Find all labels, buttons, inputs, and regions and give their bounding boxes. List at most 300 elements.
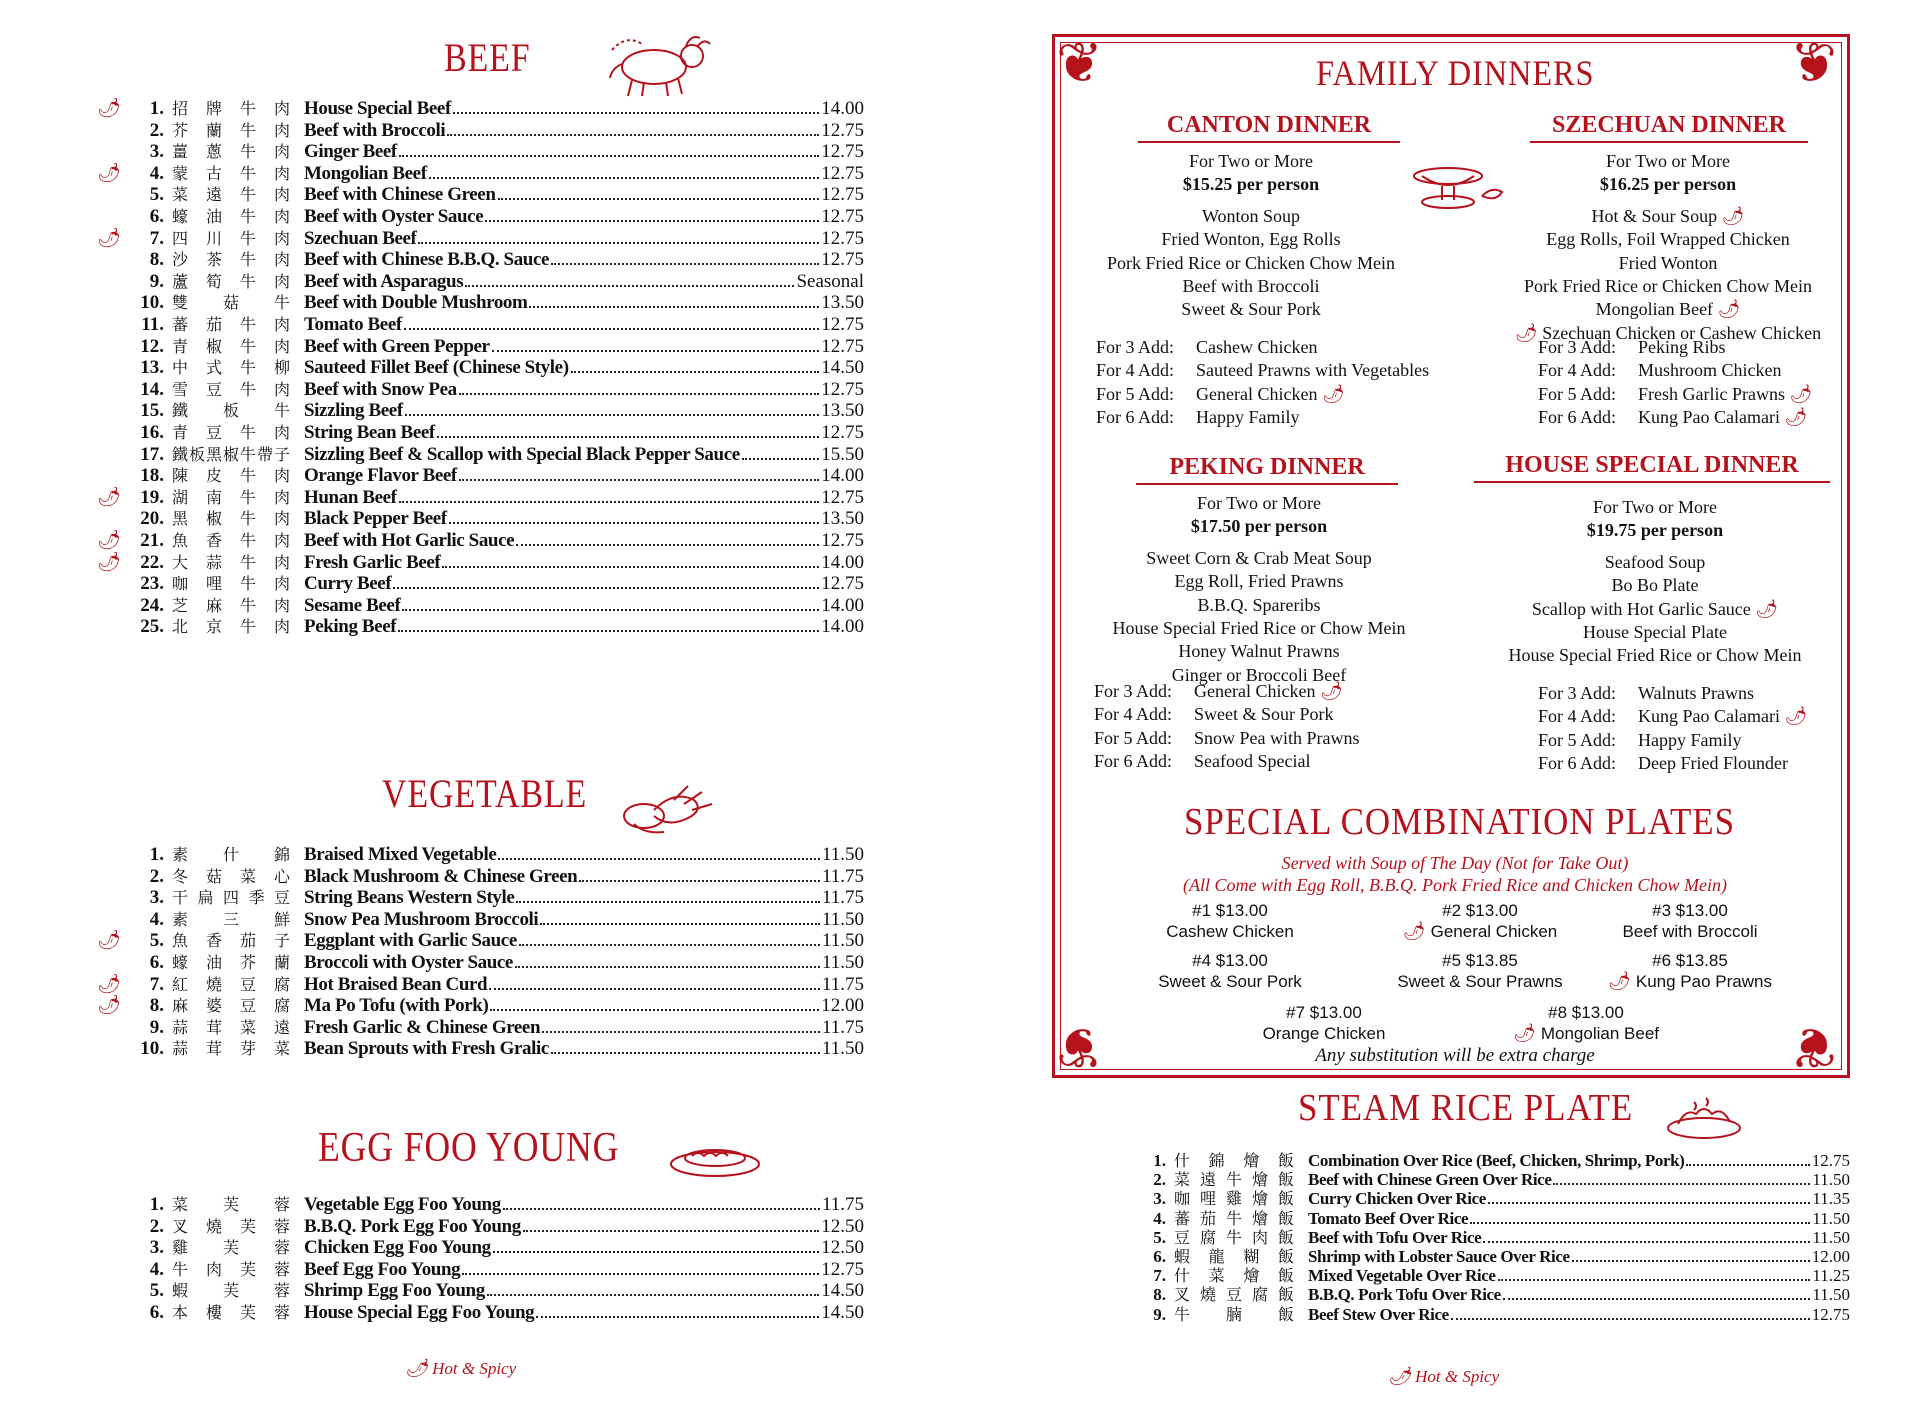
dinner-addition — [1538, 406, 1807, 430]
addition-dish: Kung Pao Calamari — [1638, 706, 1780, 727]
item-price: 12.75 — [821, 378, 864, 400]
chili-pepper-icon: 🌶 — [1388, 1366, 1411, 1386]
leader-dots — [442, 566, 819, 568]
dinner-addition — [1094, 727, 1360, 751]
chili-pepper-icon: 🌶 — [96, 162, 122, 184]
leader-dots — [459, 479, 819, 481]
combination-name — [1120, 921, 1340, 942]
item-chinese-name: 菜遠牛燴飯 — [1174, 1170, 1305, 1190]
combination-price: #1 $13.00 — [1192, 901, 1268, 920]
item-price: 12.75 — [821, 530, 864, 551]
item-name: Beef Stew Over Rice — [1308, 1304, 1449, 1324]
dinner-line: Ginger or Broccoli Beef — [1171, 664, 1347, 685]
item-chinese-name: 四川牛肉 — [172, 228, 309, 248]
leader-dots — [485, 220, 819, 222]
addition-count: For 4 Add: — [1096, 360, 1175, 381]
menu-item-row — [96, 614, 864, 640]
item-price: 13.50 — [821, 508, 864, 530]
item-name: Beef with Chinese Green Over Rice — [1308, 1170, 1552, 1190]
item-name: Beef with Broccoli — [304, 119, 446, 141]
item-number: 8. — [149, 249, 164, 271]
item-price: 13.50 — [821, 400, 864, 422]
item-name: Black Mushroom & Chinese Green — [304, 865, 578, 887]
item-price: 14.50 — [821, 357, 864, 379]
item-chinese-name: 素什錦 — [172, 845, 326, 864]
item-number: 16. — [140, 422, 164, 443]
leader-dots — [487, 1294, 819, 1296]
item-price: 12.50 — [821, 1237, 864, 1259]
item-number: 6. — [149, 206, 164, 227]
item-chinese-name: 招牌牛肉 — [172, 99, 309, 118]
combination-name-text: Mongolian Beef — [1540, 1024, 1659, 1043]
item-number: 1. — [149, 1194, 164, 1215]
chili-pepper-icon: 🌶 — [96, 98, 122, 119]
chili-pepper-icon: 🌶 — [1779, 706, 1808, 727]
item-price: 11.75 — [821, 1194, 864, 1215]
item-chinese-name: 蒜茸芽菜 — [172, 1039, 309, 1059]
item-name: Beef with Double Mushroom — [304, 292, 528, 314]
dinner-addition — [1096, 359, 1429, 383]
item-chinese-name: 蒜茸菜遠 — [172, 1017, 309, 1037]
dinner-line: House Special Plate — [1583, 622, 1727, 642]
leader-dots — [399, 155, 819, 157]
menu-item-row — [96, 1300, 864, 1326]
item-chinese-name: 牛腩飯 — [1174, 1304, 1331, 1324]
addition-dish: Sweet & Sour Pork — [1194, 704, 1334, 725]
item-chinese-name: 蝦芙蓉 — [172, 1281, 326, 1301]
rice-plate-illustration-icon — [1664, 1096, 1744, 1144]
item-name: Hunan Beef — [304, 486, 397, 508]
item-name: Shrimp Egg Foo Young — [304, 1280, 485, 1302]
leader-dots — [402, 609, 819, 611]
chili-pepper-icon: 🌶 — [1779, 407, 1808, 428]
flourish-top-right-icon: ❦ — [1790, 33, 1837, 95]
item-chinese-name: 湖南牛肉 — [172, 487, 309, 507]
dinner-line: Fried Wonton, Egg Rolls — [1161, 229, 1341, 250]
dinner-line: Pork Fried Rice or Chicken Chow Mein — [1107, 252, 1395, 273]
leader-dots — [398, 630, 819, 632]
item-number: 10. — [140, 1038, 164, 1060]
chili-pepper-icon: 🌶 — [96, 486, 122, 508]
item-name: Orange Flavor Beef — [304, 465, 457, 487]
addition-count: For 6 Add: — [1094, 751, 1173, 772]
item-chinese-name: 鐵板黑椒牛帶子 — [172, 444, 292, 464]
dinner-line: For Two or More — [1197, 493, 1321, 513]
dinner-addition — [1538, 752, 1788, 776]
leader-dots — [1503, 1298, 1811, 1300]
addition-dish: Deep Fried Flounder — [1638, 753, 1788, 774]
item-name: Beef with Green Pepper — [304, 335, 490, 357]
item-name: Beef with Asparagus — [304, 270, 464, 292]
dinner-line: For Two or More — [1606, 151, 1730, 171]
family-dinners-title: FAMILY DINNERS — [1316, 53, 1595, 93]
leader-dots — [418, 242, 819, 244]
dinner-line: House Special Fried Rice or Chow Mein — [1508, 645, 1802, 666]
item-name: Chicken Egg Foo Young — [304, 1237, 491, 1259]
item-name: String Beans Western Style — [304, 887, 515, 909]
item-price: 11.50 — [821, 952, 864, 973]
dinner-line: $16.25 per person — [1599, 174, 1737, 195]
item-chinese-name: 北京牛肉 — [172, 617, 309, 637]
item-chinese-name: 鐵板牛 — [172, 401, 326, 421]
item-number: 19. — [140, 486, 164, 508]
item-price: 11.50 — [1812, 1227, 1850, 1247]
item-chinese-name: 蠔油牛肉 — [172, 207, 309, 226]
item-chinese-name: 咖哩雞燴飯 — [1174, 1189, 1305, 1209]
dinner-line: Sweet & Sour Pork — [1181, 299, 1321, 320]
item-number: 14. — [140, 378, 164, 400]
item-chinese-name: 素三鮮 — [172, 909, 326, 929]
item-name: Ma Po Tofu (with Pork) — [304, 995, 489, 1017]
item-number: 7. — [1153, 1266, 1166, 1286]
hot-spicy-legend-right — [1388, 1366, 1499, 1387]
item-price: 11.25 — [1812, 1266, 1850, 1286]
item-price: 11.50 — [1812, 1170, 1850, 1190]
item-chinese-name: 芝麻牛肉 — [172, 595, 309, 615]
leader-dots — [1498, 1279, 1811, 1281]
dinner-line: For Two or More — [1189, 151, 1313, 171]
leader-dots — [498, 198, 820, 200]
leader-dots — [516, 901, 820, 903]
combination-plate — [1580, 900, 1800, 942]
item-price: 12.75 — [821, 422, 864, 443]
item-chinese-name: 雞芙蓉 — [172, 1238, 326, 1258]
addition-dish: Fresh Garlic Prawns — [1638, 383, 1785, 404]
leader-dots — [519, 944, 820, 946]
item-chinese-name: 中式牛柳 — [172, 358, 309, 378]
combination-plate — [1370, 900, 1590, 942]
item-price: 12.00 — [821, 995, 864, 1017]
item-chinese-name: 本樓芙蓉 — [172, 1303, 309, 1322]
dinner-line: Mongolian Beef 🌶 — [1595, 299, 1741, 320]
combination-plate — [1214, 1002, 1434, 1044]
item-name: Broccoli with Oyster Sauce — [304, 952, 513, 973]
item-number: 7. — [149, 227, 164, 249]
item-name: House Special Egg Foo Young — [304, 1302, 535, 1323]
combination-name — [1580, 971, 1800, 992]
item-price: 14.00 — [821, 465, 864, 487]
leader-dots — [492, 350, 820, 352]
addition-dish: General Chicken — [1194, 681, 1316, 701]
hot-spicy-label: Hot & Spicy — [1415, 1367, 1500, 1386]
item-price: 11.35 — [1812, 1189, 1850, 1209]
item-chinese-name: 紅燒豆腐 — [172, 974, 309, 994]
item-number: 18. — [140, 465, 164, 487]
item-chinese-name: 菜芙蓉 — [172, 1195, 326, 1214]
item-chinese-name: 菜遠牛肉 — [172, 185, 309, 205]
chili-pepper-icon: 🌶 — [1513, 1023, 1541, 1043]
addition-count: For 6 Add: — [1538, 753, 1617, 774]
chili-pepper-icon: 🌶 — [1402, 921, 1431, 941]
leader-dots — [447, 134, 819, 136]
item-number: 7. — [149, 973, 164, 995]
dinner-addition — [1096, 336, 1317, 360]
item-name: Hot Braised Bean Curd — [304, 973, 488, 995]
dinner-addition — [1096, 406, 1300, 430]
item-number: 23. — [140, 573, 164, 595]
item-number: 2. — [1153, 1170, 1166, 1190]
item-name: Shrimp with Lobster Sauce Over Rice — [1308, 1247, 1570, 1266]
item-number: 3. — [1153, 1189, 1166, 1209]
leader-dots — [405, 414, 819, 416]
item-price: 12.75 — [821, 335, 864, 357]
szechuan-dinner-title: SZECHUAN DINNER — [1530, 112, 1808, 143]
item-price: 12.75 — [821, 141, 864, 163]
item-chinese-name: 蕃茄牛燴飯 — [1174, 1208, 1305, 1228]
addition-count: For 6 Add: — [1538, 407, 1617, 428]
item-chinese-name: 薑蔥牛肉 — [172, 142, 309, 162]
item-price: 12.75 — [821, 119, 864, 141]
item-price: 12.50 — [821, 1215, 864, 1237]
item-number: 5. — [1153, 1227, 1166, 1247]
dinner-addition — [1096, 383, 1345, 407]
chili-pepper-icon: 🌶 — [96, 995, 122, 1017]
combination-name-text: Beef with Broccoli — [1622, 922, 1758, 941]
combination-name — [1370, 921, 1590, 942]
chili-pepper-icon: 🌶 — [1717, 205, 1745, 226]
item-name: Sesame Beef — [304, 594, 401, 616]
item-number: 3. — [149, 1237, 164, 1259]
item-number: 22. — [140, 551, 164, 573]
leader-dots — [493, 1251, 820, 1253]
dinner-line: $19.75 per person — [1586, 520, 1724, 541]
combination-price: #4 $13.00 — [1192, 951, 1268, 970]
addition-count: For 3 Add: — [1538, 337, 1617, 357]
item-chinese-name: 蝦龍糊飯 — [1174, 1247, 1313, 1266]
item-number: 24. — [140, 594, 164, 616]
item-name: Beef with Snow Pea — [304, 378, 457, 400]
combination-name-text: Kung Pao Prawns — [1635, 972, 1772, 991]
item-number: 15. — [140, 400, 164, 422]
hot-spicy-label: Hot & Spicy — [432, 1359, 517, 1378]
item-name: Tomato Beef Over Rice — [1308, 1208, 1469, 1228]
leader-dots — [449, 522, 820, 524]
item-name: Beef with Oyster Sauce — [304, 206, 484, 227]
combination-name-text: General Chicken — [1430, 922, 1558, 941]
combination-plate — [1370, 950, 1590, 992]
item-price: 14.00 — [821, 594, 864, 616]
leader-dots — [1483, 1241, 1810, 1243]
leader-dots — [542, 1031, 820, 1033]
item-name: Peking Beef — [304, 616, 397, 638]
combination-price: #8 $13.00 — [1548, 1003, 1624, 1022]
leader-dots — [503, 1208, 820, 1210]
item-price: 12.75 — [1811, 1304, 1850, 1324]
item-name: Vegetable Egg Foo Young — [304, 1194, 501, 1215]
item-name: Sauteed Fillet Beef (Chinese Style) — [304, 357, 569, 379]
item-price: 13.50 — [821, 292, 864, 314]
item-name: Ginger Beef — [304, 141, 397, 163]
item-number: 9. — [149, 1016, 164, 1038]
addition-count: For 4 Add: — [1094, 704, 1173, 725]
item-price: 11.75 — [821, 973, 864, 995]
flourish-bottom-left-icon: ❦ — [1056, 1015, 1103, 1077]
item-chinese-name: 魚香茄子 — [172, 931, 309, 951]
item-price: 12.75 — [821, 206, 864, 227]
item-number: 3. — [149, 887, 164, 909]
item-number: 5. — [149, 1280, 164, 1302]
addition-dish: Walnuts Prawns — [1638, 683, 1755, 703]
leader-dots — [462, 1273, 819, 1275]
item-name: Fresh Garlic & Chinese Green — [304, 1016, 541, 1038]
item-number: 4. — [149, 908, 164, 930]
item-number: 1. — [149, 844, 164, 865]
leader-dots — [437, 436, 819, 438]
combination-name — [1120, 971, 1340, 992]
item-number: 6. — [1153, 1247, 1166, 1266]
beef-title: BEEF — [444, 35, 531, 80]
item-number: 1. — [1153, 1151, 1166, 1170]
chili-pepper-icon: 🌶 — [1750, 598, 1779, 619]
leader-dots — [529, 306, 819, 308]
leader-dots — [571, 371, 820, 373]
addition-count: For 4 Add: — [1538, 706, 1617, 727]
steam-rice-plate-title: STEAM RICE PLATE — [1298, 1087, 1634, 1129]
leader-dots — [1451, 1318, 1810, 1320]
item-chinese-name: 黑椒牛肉 — [172, 509, 309, 529]
item-number: 25. — [140, 616, 164, 638]
leader-dots — [465, 285, 794, 287]
item-name: Beef Egg Foo Young — [304, 1258, 461, 1280]
addition-dish: Happy Family — [1638, 729, 1742, 750]
chili-pepper-icon: 🌶 — [96, 530, 122, 551]
dinner-line: B.B.Q. Spareribs — [1197, 594, 1321, 615]
chili-pepper-icon: 🌶 — [1317, 383, 1345, 404]
item-chinese-name: 干扁四季豆 — [172, 888, 300, 908]
dinner-addition — [1094, 680, 1343, 704]
item-number: 2. — [149, 1215, 164, 1237]
item-chinese-name: 陳皮牛肉 — [172, 466, 309, 486]
combination-price: #6 $13.85 — [1652, 951, 1728, 970]
addition-dish: Mushroom Chicken — [1638, 360, 1782, 381]
item-number: 2. — [149, 865, 164, 887]
combination-subtitle-1: Served with Soup of The Day (Not for Take Out) — [1281, 853, 1629, 873]
leader-dots — [393, 587, 819, 589]
chili-pepper-icon: 🌶 — [1514, 322, 1543, 343]
item-name: Fresh Garlic Beef — [304, 551, 441, 573]
item-chinese-name: 什錦燴飯 — [1174, 1151, 1313, 1170]
item-name: Beef with Hot Garlic Sauce — [304, 530, 515, 551]
combination-price: #3 $13.00 — [1652, 901, 1728, 920]
dinner-line: $15.25 per person — [1182, 174, 1320, 195]
item-chinese-name: 叉燒豆腐飯 — [1174, 1285, 1305, 1305]
item-chinese-name: 咖哩牛肉 — [172, 574, 309, 594]
addition-dish: Seafood Special — [1194, 751, 1311, 772]
dinner-line: Egg Roll, Fried Prawns — [1174, 571, 1344, 592]
item-name: B.B.Q. Pork Egg Foo Young — [304, 1215, 521, 1237]
peking-dinner-title: PEKING DINNER — [1136, 454, 1398, 485]
item-price: Seasonal — [796, 270, 864, 292]
leader-dots — [429, 177, 820, 179]
combination-name-text: Sweet & Sour Prawns — [1397, 972, 1563, 991]
menu-item-row — [1098, 1302, 1850, 1328]
item-number: 4. — [149, 162, 164, 184]
item-chinese-name: 沙茶牛肉 — [172, 250, 309, 270]
item-price: 11.50 — [821, 844, 864, 865]
leader-dots — [399, 501, 820, 503]
addition-count: For 5 Add: — [1538, 729, 1617, 750]
combination-name — [1370, 971, 1590, 992]
dinner-line: Sweet Corn & Crab Meat Soup — [1146, 547, 1372, 568]
item-number: 9. — [1153, 1304, 1166, 1324]
item-chinese-name: 大蒜牛肉 — [172, 552, 309, 572]
dinner-addition — [1538, 729, 1742, 753]
combination-plate — [1580, 950, 1800, 992]
egg-foo-young-title: EGG FOO YOUNG — [318, 1125, 620, 1171]
leader-dots — [515, 966, 820, 968]
dinner-addition — [1538, 336, 1726, 360]
flourish-top-left-icon: ❦ — [1056, 33, 1103, 95]
item-chinese-name: 冬菇菜心 — [172, 866, 309, 886]
combination-plate — [1120, 900, 1340, 942]
combination-price: #2 $13.00 — [1442, 901, 1518, 920]
chili-pepper-icon: 🌶 — [1713, 299, 1741, 320]
item-chinese-name: 雪豆牛肉 — [172, 379, 309, 399]
item-name: Eggplant with Garlic Sauce — [304, 930, 517, 952]
combination-price: #7 $13.00 — [1286, 1003, 1362, 1022]
item-price: 12.75 — [821, 249, 864, 271]
item-chinese-name: 蒙古牛肉 — [172, 163, 309, 183]
menu-item-row — [96, 1036, 864, 1062]
item-price: 11.50 — [1812, 1208, 1850, 1228]
item-chinese-name: 麻婆豆腐 — [172, 996, 309, 1016]
leader-dots — [551, 1052, 820, 1054]
vegetable-title: VEGETABLE — [382, 771, 588, 816]
dinner-addition — [1538, 682, 1754, 706]
leader-dots — [1470, 1222, 1810, 1224]
addition-dish: General Chicken — [1196, 383, 1318, 404]
leader-dots — [1686, 1164, 1809, 1166]
item-chinese-name: 蕃茄牛肉 — [172, 315, 309, 334]
combination-name — [1214, 1023, 1434, 1044]
item-number: 5. — [149, 930, 164, 952]
item-chinese-name: 蠔油芥蘭 — [172, 953, 309, 972]
item-price: 12.00 — [1811, 1247, 1850, 1266]
item-number: 20. — [140, 508, 164, 530]
item-number: 5. — [149, 184, 164, 206]
item-chinese-name: 什菜燴飯 — [1174, 1266, 1313, 1286]
combination-name-text: Cashew Chicken — [1166, 922, 1294, 941]
item-name: Bean Sprouts with Fresh Gralic — [304, 1038, 549, 1060]
dinner-line: Wonton Soup — [1201, 205, 1301, 226]
chili-pepper-icon: 🌶 — [1315, 681, 1343, 701]
dinner-line: Fried Wonton — [1618, 252, 1718, 273]
item-name: Combination Over Rice (Beef, Chicken, Shrimp, Pork) — [1308, 1151, 1685, 1170]
item-name: Braised Mixed Vegetable — [304, 844, 497, 865]
item-price: 14.50 — [821, 1280, 864, 1302]
leader-dots — [536, 1316, 819, 1318]
dinner-line: Honey Walnut Prawns — [1178, 641, 1340, 662]
leader-dots — [551, 263, 819, 265]
addition-count: For 5 Add: — [1096, 383, 1175, 404]
item-name: Curry Beef — [304, 573, 392, 595]
item-number: 12. — [140, 335, 164, 357]
addition-dish: Sauteed Prawns with Vegetables — [1196, 360, 1430, 381]
chili-pepper-icon: 🌶 — [96, 227, 122, 249]
item-price: 11.50 — [821, 930, 864, 952]
item-number: 11. — [141, 314, 164, 335]
dinner-line: Bo Bo Plate — [1611, 575, 1699, 596]
item-number: 9. — [149, 270, 164, 292]
addition-dish: Kung Pao Calamari — [1638, 407, 1780, 428]
item-price: 11.75 — [821, 865, 864, 887]
item-name: Snow Pea Mushroom Broccoli — [304, 908, 539, 930]
combination-plate — [1120, 950, 1340, 992]
item-name: Mixed Vegetable Over Rice — [1308, 1266, 1496, 1286]
item-number: 8. — [1153, 1285, 1166, 1305]
item-name: B.B.Q. Pork Tofu Over Rice — [1308, 1285, 1501, 1305]
chili-pepper-icon: 🌶 — [405, 1358, 428, 1378]
